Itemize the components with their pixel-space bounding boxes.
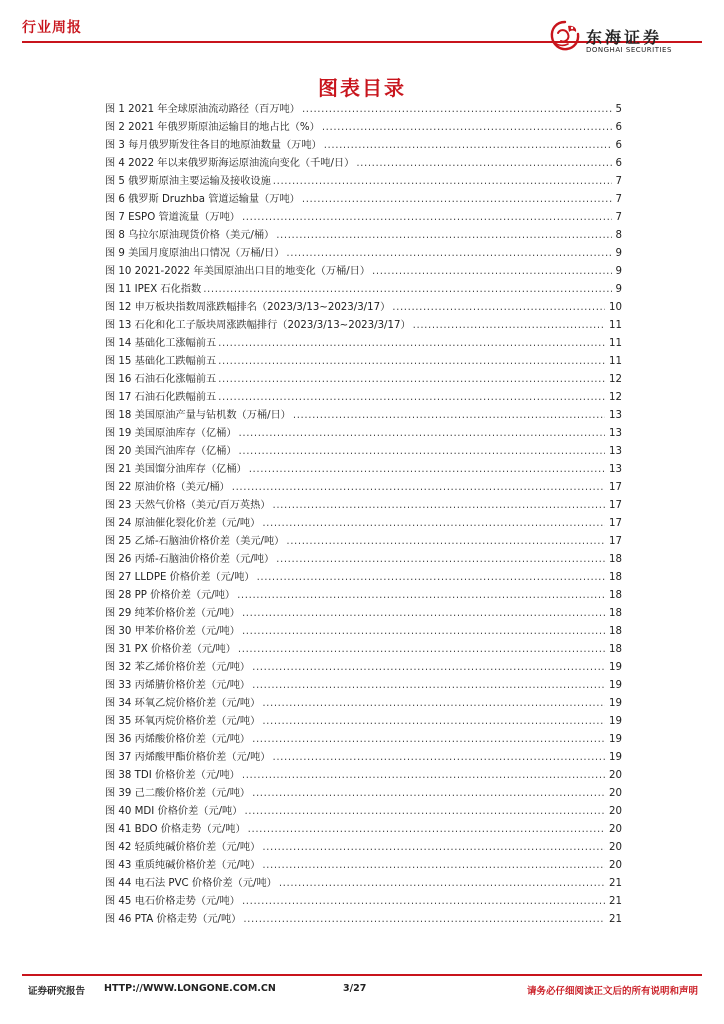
toc-entry[interactable] [105,677,622,695]
dot-leader [273,173,612,191]
toc-entry-label: 图 41 BDO 价格走势（元/吨） [105,824,246,835]
toc-entry[interactable] [105,173,622,191]
toc-entry-page: 13 [609,464,622,475]
toc-entry-label: 图 2 2021 年俄罗斯原油运输目的地占比（%） [105,122,320,133]
toc-entry-page: 20 [609,806,622,817]
toc-entry-label: 图 23 天然气价格（美元/百万英热） [105,500,271,511]
toc-entry-label: 图 11 IPEX 石化指数 [105,284,202,295]
toc-entry-page: 13 [609,446,622,457]
toc-entry-label: 图 10 2021-2022 年美国原油出口目的地变化（万桶/日） [105,266,371,277]
toc-entry-page: 18 [609,608,622,619]
toc-entry[interactable] [105,407,622,425]
toc-entry-label: 图 36 丙烯酸价格价差（元/吨） [105,734,251,745]
toc-entry[interactable] [105,731,622,749]
toc-entry-page: 13 [609,428,622,439]
toc-entry-page: 19 [609,716,622,727]
dot-leader [218,353,605,371]
toc-entry-label: 图 8 乌拉尔原油现货价格（美元/桶） [105,230,275,241]
toc-entry-label: 图 20 美国汽油库存（亿桶） [105,446,237,457]
toc-entry[interactable] [105,209,622,227]
toc-entry[interactable] [105,227,622,245]
toc-entry-page: 6 [615,122,622,133]
toc-entry[interactable] [105,137,622,155]
toc-entry-label: 图 35 环氧丙烷价格价差（元/吨） [105,716,261,727]
dot-leader [279,875,605,893]
toc-entry-label: 图 32 苯乙烯价格价差（元/吨） [105,662,251,673]
toc-entry-label: 图 22 原油价格（美元/桶） [105,482,230,493]
toc-entry-page: 17 [609,536,622,547]
toc-entry-label: 图 44 电石法 PVC 价格价差（元/吨） [105,878,277,889]
figure-index-list [105,101,622,929]
toc-entry-label: 图 16 石油石化涨幅前五 [105,374,217,385]
toc-entry-label: 图 26 丙烯-石脑油价格价差（元/吨） [105,554,275,565]
dot-leader [324,137,612,155]
toc-entry-label: 图 39 己二酸价格价差（元/吨） [105,788,251,799]
toc-entry-page: 11 [609,356,622,367]
toc-entry-label: 图 19 美国原油库存（亿桶） [105,428,237,439]
dot-leader [243,911,605,929]
dot-leader [242,605,605,623]
toc-entry-page: 7 [615,194,622,205]
toc-entry-label: 图 17 石油石化跌幅前五 [105,392,217,403]
toc-entry[interactable] [105,749,622,767]
toc-entry-label: 图 12 申万板块指数周涨跌幅排名（2023/3/13~2023/3/17） [105,302,391,313]
toc-entry-label: 图 37 丙烯酸甲酯价格价差（元/吨） [105,752,271,763]
toc-entry-label: 图 13 石化和化工子版块周涨跌幅排行（2023/3/13~2023/3/17） [105,320,411,331]
dot-leader [392,299,605,317]
dot-leader [252,785,605,803]
toc-entry[interactable] [105,317,622,335]
toc-entry-page: 11 [609,320,622,331]
toc-entry-label: 图 42 轻质纯碱价格价差（元/吨） [105,842,261,853]
toc-entry-page: 8 [615,230,622,241]
footer-page-number: 3/27 [343,983,367,994]
toc-entry-label: 图 45 电石价格走势（元/吨） [105,896,240,907]
toc-entry[interactable] [105,299,622,317]
toc-entry[interactable] [105,371,622,389]
toc-entry[interactable] [105,839,622,857]
toc-entry[interactable] [105,569,622,587]
toc-entry-label: 图 24 原油催化裂化价差（元/吨） [105,518,261,529]
dot-leader [249,461,605,479]
dot-leader [232,479,605,497]
toc-entry-page: 18 [609,644,622,655]
dot-leader [239,425,606,443]
toc-entry-page: 5 [615,104,622,115]
toc-entry[interactable] [105,101,622,119]
dot-leader [273,749,606,767]
toc-entry-page: 9 [615,284,622,295]
toc-entry-label: 图 46 PTA 价格走势（元/吨） [105,914,242,925]
toc-entry[interactable] [105,821,622,839]
toc-entry-page: 12 [609,392,622,403]
toc-entry-label: 图 21 美国馏分油库存（亿桶） [105,464,247,475]
toc-entry[interactable] [105,641,622,659]
company-logo [548,19,698,59]
toc-entry-page: 17 [609,518,622,529]
toc-entry-page: 19 [609,752,622,763]
logo-chinese-name: 东海证券 [586,28,663,47]
dot-leader [262,857,605,875]
dot-leader [242,209,612,227]
toc-entry-page: 19 [609,680,622,691]
toc-entry-page: 20 [609,788,622,799]
toc-entry-page: 19 [609,734,622,745]
dot-leader [239,443,606,461]
dot-leader [302,191,612,209]
logo-english-name: DONGHAI SECURITIES [586,46,672,54]
toc-entry-label: 图 25 乙烯-石脑油价格价差（美元/吨） [105,536,285,547]
toc-entry[interactable] [105,443,622,461]
toc-entry-page: 19 [609,662,622,673]
toc-entry[interactable] [105,875,622,893]
toc-entry[interactable] [105,461,622,479]
dot-leader [252,677,605,695]
toc-entry-page: 7 [615,176,622,187]
dot-leader [248,821,605,839]
toc-entry[interactable] [105,911,622,929]
dot-leader [262,839,605,857]
toc-entry[interactable] [105,479,622,497]
toc-entry-label: 图 43 重质纯碱价格价差（元/吨） [105,860,261,871]
toc-entry-page: 21 [609,896,622,907]
toc-entry-page: 11 [609,338,622,349]
toc-entry[interactable] [105,515,622,533]
toc-entry-page: 18 [609,590,622,601]
toc-entry[interactable] [105,533,622,551]
toc-entry-label: 图 34 环氧乙烷价格价差（元/吨） [105,698,261,709]
dot-leader [262,515,605,533]
toc-entry-label: 图 9 美国月度原油出口情况（万桶/日） [105,248,285,259]
toc-entry[interactable] [105,803,622,821]
toc-entry-page: 17 [609,500,622,511]
toc-entry-label: 图 4 2022 年以来俄罗斯海运原油流向变化（千吨/日） [105,158,355,169]
toc-entry-label: 图 38 TDI 价格价差（元/吨） [105,770,240,781]
toc-entry[interactable] [105,605,622,623]
dot-leader [356,155,611,173]
toc-entry[interactable] [105,119,622,137]
dot-leader [237,587,605,605]
footer-disclaimer: 请务必仔细阅读正文后的所有说明和声明 [526,986,698,997]
dot-leader [203,281,611,299]
report-type-tag: 行业周报 [22,20,82,36]
toc-entry[interactable] [105,389,622,407]
toc-entry[interactable] [105,659,622,677]
toc-entry-label: 图 7 ESPO 管道流量（万吨） [105,212,240,223]
dot-leader [242,767,605,785]
toc-entry-page: 6 [615,158,622,169]
toc-entry-label: 图 29 纯苯价格价差（元/吨） [105,608,240,619]
dot-leader [218,371,605,389]
dot-leader [252,659,605,677]
toc-entry-label: 图 1 2021 年全球原油流动路径（百万吨） [105,104,300,115]
toc-entry[interactable] [105,497,622,515]
dot-leader [302,101,612,119]
dot-leader [413,317,605,335]
toc-entry-page: 13 [609,410,622,421]
toc-entry-page: 7 [615,212,622,223]
toc-entry[interactable] [105,245,622,263]
toc-entry-label: 图 28 PP 价格价差（元/吨） [105,590,236,601]
dot-leader [322,119,612,137]
toc-entry-page: 20 [609,860,622,871]
footer-divider [22,974,702,976]
toc-entry[interactable] [105,785,622,803]
toc-entry-page: 12 [609,374,622,385]
dot-leader [252,731,605,749]
dragon-seal-icon [548,19,582,53]
dot-leader [218,389,605,407]
toc-entry-page: 21 [609,914,622,925]
dot-leader [286,533,605,551]
toc-entry-label: 图 27 LLDPE 价格价差（元/吨） [105,572,255,583]
toc-entry-label: 图 18 美国原油产量与钻机数（万桶/日） [105,410,291,421]
toc-entry-page: 9 [615,266,622,277]
toc-entry-label: 图 33 丙烯腈价格价差（元/吨） [105,680,251,691]
toc-entry[interactable] [105,551,622,569]
dot-leader [218,335,605,353]
dot-leader [276,227,611,245]
toc-entry-label: 图 14 基础化工涨幅前五 [105,338,217,349]
toc-entry-page: 10 [609,302,622,313]
toc-entry[interactable] [105,155,622,173]
toc-entry-page: 20 [609,824,622,835]
toc-entry-page: 17 [609,482,622,493]
toc-entry-label: 图 3 每月俄罗斯发往各目的地原油数量（万吨） [105,140,322,151]
toc-entry[interactable] [105,893,622,911]
footer-website-link[interactable]: HTTP://WWW.LONGONE.COM.CN [104,983,276,994]
dot-leader [372,263,612,281]
dot-leader [262,713,605,731]
toc-entry-label: 图 30 甲苯价格价差（元/吨） [105,626,240,637]
dot-leader [242,893,605,911]
toc-entry[interactable] [105,767,622,785]
dot-leader [286,245,611,263]
footer-report-label: 证券研究报告 [28,986,86,997]
toc-entry[interactable] [105,695,622,713]
toc-entry[interactable] [105,281,622,299]
toc-entry-label: 图 31 PX 价格价差（元/吨） [105,644,236,655]
toc-entry-page: 20 [609,770,622,781]
toc-entry-page: 20 [609,842,622,853]
toc-entry-page: 9 [615,248,622,259]
toc-entry[interactable] [105,425,622,443]
toc-entry-page: 21 [609,878,622,889]
dot-leader [238,641,605,659]
toc-entry[interactable] [105,335,622,353]
toc-entry-page: 18 [609,554,622,565]
toc-entry[interactable] [105,857,622,875]
toc-entry-label: 图 15 基础化工跌幅前五 [105,356,217,367]
dot-leader [293,407,605,425]
toc-entry[interactable] [105,263,622,281]
toc-entry-label: 图 40 MDI 价格价差（元/吨） [105,806,243,817]
dot-leader [257,569,605,587]
toc-entry[interactable] [105,713,622,731]
toc-entry-page: 18 [609,572,622,583]
toc-entry[interactable] [105,191,622,209]
toc-entry[interactable] [105,623,622,641]
page-title: 图表目录 [318,76,406,100]
dot-leader [262,695,605,713]
dot-leader [273,497,606,515]
toc-entry-label: 图 5 俄罗斯原油主要运输及接收设施 [105,176,271,187]
toc-entry[interactable] [105,587,622,605]
dot-leader [276,551,605,569]
toc-entry-page: 19 [609,698,622,709]
toc-entry-label: 图 6 俄罗斯 Druzhba 管道运输量（万吨） [105,194,300,205]
toc-entry[interactable] [105,353,622,371]
toc-entry-page: 18 [609,626,622,637]
dot-leader [242,623,605,641]
dot-leader [244,803,605,821]
toc-entry-page: 6 [615,140,622,151]
